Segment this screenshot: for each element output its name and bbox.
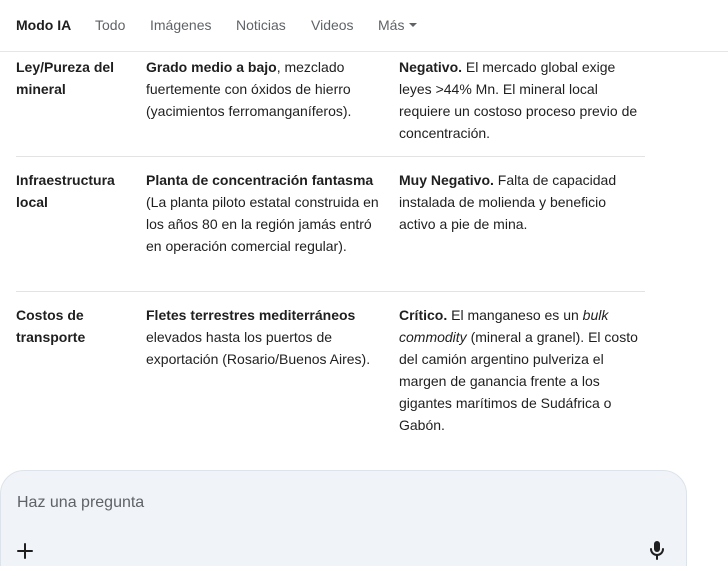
impact-cell bbox=[399, 56, 645, 144]
microphone-button[interactable] bbox=[645, 538, 669, 562]
impact-italic: bulk commodity bbox=[399, 307, 609, 345]
caret-down-icon bbox=[409, 23, 417, 27]
search-tabs-bar bbox=[0, 0, 728, 52]
impact-cell bbox=[399, 169, 645, 235]
description-bold: Grado medio a bajo bbox=[146, 59, 277, 75]
plus-button[interactable] bbox=[13, 539, 37, 563]
impact-text: El mercado global exige leyes >44% Mn. El mineral local requiere un costoso proceso previo de concentración. bbox=[399, 59, 638, 141]
impact-text: (mineral a granel). El costo del camión argentino pulveriza el margen de ganancia frente a los gigantes marítimos de Sudáfrica o Gabón. bbox=[399, 329, 638, 433]
tab-noticias[interactable]: Noticias bbox=[236, 17, 286, 33]
factor-cell: Infraestructura local bbox=[16, 172, 115, 210]
description-text: , mezclado fuertemente con óxidos de hierro (yacimientos ferromanganíferos). bbox=[146, 59, 352, 119]
factor-cell: Costos de transporte bbox=[16, 307, 86, 345]
impact-text: El manganeso es un bbox=[447, 307, 583, 323]
impact-cell bbox=[399, 304, 645, 436]
tab-modo-ia[interactable]: Modo IA bbox=[16, 17, 72, 33]
ask-box bbox=[0, 470, 687, 566]
plus-icon bbox=[13, 539, 37, 563]
microphone-icon bbox=[645, 538, 669, 562]
factor-cell: Ley/Pureza del mineral bbox=[16, 59, 115, 97]
description-cell bbox=[146, 304, 380, 370]
description-cell bbox=[146, 169, 380, 257]
table-row bbox=[16, 169, 645, 292]
impact-text: Falta de capacidad instalada de molienda y beneficio activo a pie de mina. bbox=[399, 172, 617, 232]
description-bold: Fletes terrestres mediterráneos bbox=[146, 307, 356, 323]
tab-mas[interactable] bbox=[378, 16, 417, 34]
tab-todo[interactable]: Todo bbox=[95, 17, 126, 33]
tab-imagenes[interactable]: Imágenes bbox=[150, 17, 212, 33]
impact-bold: Crítico. bbox=[399, 307, 448, 323]
tab-videos[interactable]: Videos bbox=[311, 17, 354, 33]
impact-bold: Negativo. bbox=[399, 59, 463, 75]
table-row bbox=[16, 56, 645, 157]
description-cell bbox=[146, 56, 380, 122]
impact-bold: Muy Negativo. bbox=[399, 172, 494, 188]
description-text: (La planta piloto estatal construida en los años 80 en la región jamás entró en operación comercial regular). bbox=[146, 194, 379, 254]
description-text: elevados hasta los puertos de exportación (Rosario/Buenos Aires). bbox=[146, 329, 371, 367]
description-bold: Planta de concentración fantasma bbox=[146, 172, 374, 188]
tab-mas-label: Más bbox=[378, 17, 405, 33]
table-row bbox=[16, 304, 645, 444]
ask-input[interactable] bbox=[17, 491, 617, 515]
